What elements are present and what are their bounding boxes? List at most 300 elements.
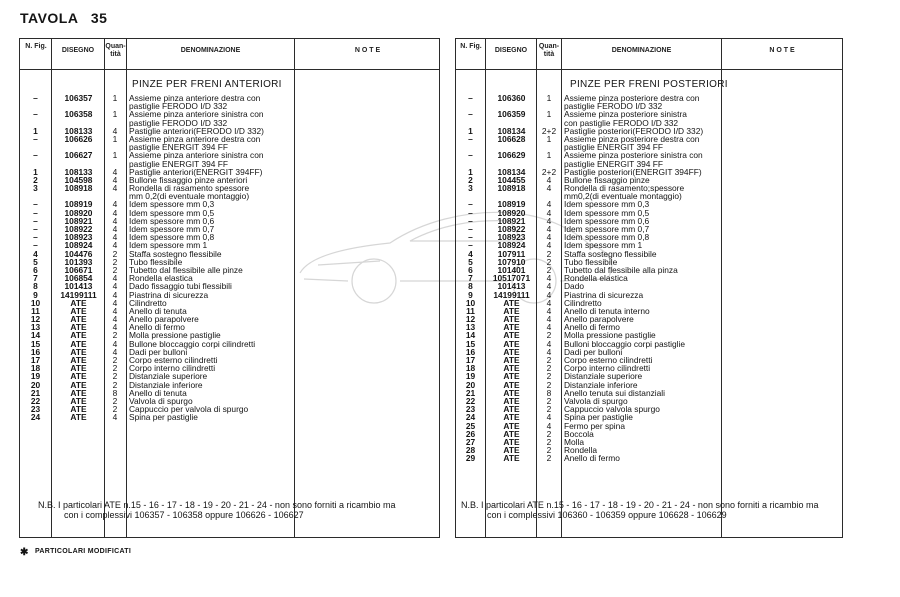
denominazione-cell: Anello di tenuta	[129, 387, 187, 398]
denominazione-cell: Idem spessore mm 0,3	[129, 199, 215, 210]
denominazione-cell: Idem spessore mm 0,6	[564, 215, 650, 226]
denominazione-cell: Tubo flessibile	[129, 256, 183, 267]
denominazione-cell: Idem spessore mm 0,8	[564, 232, 650, 243]
disegno-cell: ATE	[503, 436, 520, 447]
disegno-cell: ATE	[503, 297, 520, 308]
fig-cell: 18	[465, 363, 476, 374]
denominazione-cell: Cappuccio per valvola di spurgo	[129, 404, 249, 415]
denominazione-cell: mm 0,2(di eventuale montaggio)	[129, 191, 250, 202]
quantity-cell: 4	[112, 305, 118, 316]
disegno-cell: 14199111	[493, 289, 530, 300]
quantity-cell: 4	[112, 273, 118, 284]
disegno-cell: ATE	[70, 297, 87, 308]
parts-row	[20, 151, 439, 159]
header-denominazione: DENOMINAZIONE	[611, 47, 672, 54]
disegno-cell: ATE	[503, 428, 520, 439]
fig-cell: 9	[468, 289, 473, 300]
quantity-cell: 4	[112, 199, 118, 210]
fig-cell: 14	[30, 330, 41, 341]
denominazione-cell: Rondella elastica	[129, 273, 193, 284]
disegno-cell: 106626	[64, 133, 93, 144]
disegno-cell: 106628	[497, 133, 526, 144]
quantity-cell: 2	[112, 248, 118, 259]
footnote	[20, 547, 131, 558]
denominazione-cell: Distanziale superiore	[129, 371, 208, 382]
quantity-cell: 2	[546, 330, 552, 341]
quantity-cell: 4	[546, 314, 552, 325]
asterisk-icon: ✱	[20, 547, 29, 558]
denominazione-cell: Idem spessore mm 0,6	[129, 215, 215, 226]
disegno-cell: 108134	[497, 166, 526, 177]
fig-cell: 20	[465, 379, 476, 390]
disegno-cell: 108922	[497, 224, 526, 234]
header-divider	[20, 69, 439, 70]
denominazione-cell: Dadi per bulloni	[129, 346, 188, 357]
denominazione-cell: Molla pressione pastiglie	[564, 330, 656, 341]
fig-cell: –	[468, 133, 473, 144]
disegno-cell: 108133	[64, 125, 93, 136]
disegno-cell: ATE	[70, 379, 87, 390]
fig-cell: 24	[465, 412, 476, 423]
section-title-rear: PINZE PER FRENI POSTERIORI	[570, 79, 728, 90]
denominazione-cell: Molla pressione pastiglie	[129, 330, 221, 341]
disegno-cell: 108133	[64, 166, 93, 177]
quantity-cell: 4	[546, 322, 552, 333]
quantity-cell: 4	[112, 166, 118, 177]
quantity-cell: 2	[112, 371, 118, 382]
denominazione-cell: Idem spessore mm 0,3	[564, 199, 650, 210]
denominazione-cell: Rondella elastica	[564, 273, 628, 284]
fig-cell: –	[33, 150, 38, 161]
disegno-cell: ATE	[503, 314, 520, 325]
disegno-cell: ATE	[70, 412, 87, 423]
fig-cell: 19	[30, 371, 41, 382]
denominazione-cell: Staffa sostegno flessibile	[129, 248, 222, 259]
quantity-cell: 4	[112, 281, 118, 292]
quantity-cell: 4	[112, 207, 118, 218]
denominazione-cell: Distanziale inferiore	[129, 379, 203, 390]
disegno-cell: 14199111	[60, 289, 97, 300]
disegno-cell: 10517071	[492, 273, 531, 284]
fig-cell: –	[468, 150, 473, 161]
disegno-cell: ATE	[70, 395, 87, 406]
denominazione-cell: pastiglie ENERGIT 394 FF	[564, 142, 663, 153]
fig-cell: –	[33, 207, 38, 218]
fig-cell: 21	[465, 387, 476, 398]
denominazione-cell: Cilindretto	[129, 297, 167, 308]
fig-cell: –	[33, 240, 38, 251]
disegno-cell: ATE	[70, 305, 87, 316]
denominazione-cell: Tubo flessibile	[564, 256, 618, 267]
quantity-cell: 2+2	[541, 166, 557, 177]
quantity-cell: 2	[546, 248, 552, 259]
disegno-cell: 108921	[497, 215, 526, 226]
disegno-cell: 108134	[497, 125, 526, 136]
header-disegno: DISEGNO	[61, 47, 95, 54]
denominazione-cell: Valvola di spurgo	[129, 395, 193, 406]
header-denominazione: DENOMINAZIONE	[180, 47, 241, 54]
denominazione-cell: Bulloni bloccaggio corpi pastiglie	[564, 338, 686, 349]
disegno-cell: ATE	[70, 330, 87, 341]
parts-list-front	[20, 94, 439, 422]
denominazione-cell: Assieme pinza posteriore destra con	[564, 133, 700, 144]
header-quantita: Quan- tità	[538, 43, 560, 58]
denominazione-cell: Idem spessore mm 1	[564, 240, 643, 251]
disegno-cell: 108919	[64, 199, 93, 210]
disegno-cell: ATE	[503, 305, 520, 316]
quantity-cell: 4	[546, 183, 552, 194]
fig-cell: 9	[33, 289, 38, 300]
nb-note-line: con i complessivi 106360 - 106359 oppure 106628 - 106629	[487, 509, 727, 520]
disegno-cell: 108924	[64, 240, 93, 251]
fig-cell: –	[468, 93, 473, 103]
fig-cell: 20	[30, 379, 41, 390]
denominazione-cell: Anello tenuta sui distanziali	[564, 387, 666, 398]
quantity-cell: 1	[546, 109, 552, 120]
quantity-cell: 4	[546, 199, 552, 210]
disegno-cell: ATE	[70, 355, 87, 365]
quantity-cell: 4	[112, 297, 118, 308]
fig-cell: 17	[30, 355, 41, 365]
denominazione-cell: con pastiglie FERODO I/D 332	[564, 117, 679, 128]
parts-row	[20, 94, 439, 102]
denominazione-cell: Assieme pinza posteriore destra con	[564, 93, 700, 103]
quantity-cell: 2	[112, 264, 118, 275]
quantity-cell: 4	[546, 240, 552, 251]
quantity-cell: 4	[546, 289, 552, 300]
denominazione-cell: Anello parapolvere	[129, 314, 199, 325]
quantity-cell: 4	[546, 174, 552, 185]
quantity-cell: 2	[112, 256, 118, 267]
fig-cell: 28	[465, 445, 476, 456]
disegno-cell: ATE	[70, 346, 87, 357]
quantity-cell: 1	[112, 93, 118, 103]
denominazione-cell: Pastiglie anteriori(ENERGIT 394FF)	[129, 166, 263, 177]
disegno-cell: 108918	[497, 183, 526, 194]
denominazione-cell: Piastrina di sicurezza	[564, 289, 644, 300]
disegno-cell: ATE	[503, 338, 520, 349]
nb-note-rear	[461, 501, 819, 520]
parts-row	[20, 413, 439, 421]
fig-cell: 5	[33, 256, 38, 267]
quantity-cell: 4	[546, 224, 552, 234]
title-number: 35	[90, 10, 108, 26]
denominazione-cell: Idem spessore mm 0,5	[129, 207, 215, 218]
denominazione-cell: Rondella di rasamento spessore	[129, 183, 250, 194]
denominazione-cell: Distanziale inferiore	[564, 379, 638, 390]
quantity-cell: 2	[112, 363, 118, 374]
denominazione-cell: Tubetto dal flessibile alle pinze	[129, 264, 243, 275]
quantity-cell: 4	[112, 240, 118, 251]
denominazione-cell: Spina per pastiglie	[129, 412, 198, 423]
quantity-cell: 1	[546, 93, 552, 103]
denominazione-cell: Spina per pastiglie	[564, 412, 633, 423]
quantity-cell: 2	[112, 379, 118, 390]
fig-cell: 1	[33, 125, 38, 136]
denominazione-cell: Pastiglie anteriori(FERODO I/D 332)	[129, 125, 264, 136]
title-word: TAVOLA	[20, 10, 79, 26]
quantity-cell: 4	[546, 297, 552, 308]
quantity-cell: 4	[112, 346, 118, 357]
denominazione-cell: pastiglie ENERGIT 394 FF	[564, 158, 663, 169]
denominazione-cell: Idem spessore mm 0,7	[129, 224, 215, 234]
quantity-cell: 4	[546, 346, 552, 357]
left-parts-panel	[19, 38, 440, 538]
fig-cell: 8	[33, 281, 38, 292]
quantity-cell: 4	[112, 224, 118, 234]
header-quantita: Quan- tità	[105, 43, 126, 58]
quantity-cell: 2	[546, 453, 552, 464]
disegno-cell: 108919	[497, 199, 526, 210]
fig-cell: 11	[31, 305, 40, 316]
parts-row	[456, 454, 842, 462]
denominazione-cell: Tubetto dal flessibile alla pinza	[564, 264, 678, 275]
fig-cell: 12	[465, 314, 476, 325]
disegno-cell: 106358	[64, 109, 93, 120]
fig-cell: 3	[33, 183, 38, 194]
header-note: N O T E	[354, 47, 381, 54]
disegno-cell: 101401	[497, 264, 526, 275]
disegno-cell: 107911	[497, 248, 526, 259]
quantity-cell: 4	[112, 289, 118, 300]
denominazione-cell: Pastiglie posteriori(ENERGIT 394FF)	[564, 166, 702, 177]
fig-cell: 13	[30, 322, 41, 333]
fig-cell: 17	[465, 355, 476, 365]
fig-cell: 6	[468, 264, 473, 275]
denominazione-cell: Distanziale superiore	[564, 371, 643, 382]
parts-row	[20, 135, 439, 143]
fig-cell: –	[33, 215, 38, 226]
disegno-cell: 104476	[64, 248, 93, 259]
disegno-cell: 108923	[64, 232, 93, 243]
denominazione-cell: Assieme pinza anteriore sinistra con	[129, 109, 264, 120]
header-divider	[456, 69, 842, 70]
fig-cell: –	[468, 224, 473, 234]
denominazione-cell: pastiglie FERODO I/D 332	[129, 117, 228, 128]
quantity-cell: 2	[546, 428, 552, 439]
fig-cell: 24	[30, 412, 41, 423]
disegno-cell: 106357	[64, 93, 93, 103]
fig-cell: 27	[465, 436, 476, 447]
disegno-cell: 106359	[497, 109, 526, 120]
denominazione-cell: Idem spessore mm 0,5	[564, 207, 650, 218]
fig-cell: 3	[468, 183, 473, 194]
fig-cell: 2	[33, 174, 38, 185]
denominazione-cell: mm0,2(di eventuale montaggio)	[564, 191, 682, 202]
disegno-cell: 106854	[64, 273, 93, 284]
denominazione-cell: Bullone fissaggio pinze	[564, 174, 650, 185]
fig-cell: 8	[468, 281, 473, 292]
fig-cell: 16	[30, 346, 41, 357]
denominazione-cell: Anello di fermo	[564, 322, 620, 333]
quantity-cell: 2	[546, 445, 552, 456]
denominazione-cell: Bullone bloccaggio corpi cilindretti	[129, 338, 256, 349]
disegno-cell: ATE	[503, 395, 520, 406]
disegno-cell: 108922	[64, 224, 93, 234]
disegno-cell: 108921	[64, 215, 93, 226]
quantity-cell: 4	[112, 174, 118, 185]
quantity-cell: 4	[546, 232, 552, 243]
fig-cell: 1	[468, 166, 473, 177]
denominazione-cell: Idem spessore mm 1	[129, 240, 208, 251]
nb-note-line: N.B. I particolari ATE n.15 - 16 - 17 - 18 - 19 - 20 - 21 - 24 - non sono forniti a ricambio ma	[38, 500, 396, 510]
disegno-cell: ATE	[503, 453, 520, 464]
disegno-cell: ATE	[503, 404, 520, 415]
fig-cell: –	[33, 93, 38, 103]
header-fig: N. Fig.	[460, 43, 482, 50]
disegno-cell: ATE	[503, 387, 520, 398]
denominazione-cell: Dado fissaggio tubi flessibili	[129, 281, 232, 292]
quantity-cell: 2	[546, 404, 552, 415]
fig-cell: 1	[468, 125, 473, 136]
disegno-cell: 104455	[497, 174, 526, 185]
denominazione-cell: Anello di fermo	[129, 322, 185, 333]
fig-cell: 11	[466, 305, 475, 316]
fig-cell: 4	[33, 248, 38, 259]
disegno-cell: ATE	[503, 420, 520, 431]
disegno-cell: 108920	[497, 207, 526, 218]
disegno-cell: 101393	[64, 256, 93, 267]
quantity-cell: 1	[546, 150, 552, 161]
denominazione-cell: Molla	[564, 436, 585, 447]
disegno-cell: 108924	[497, 240, 526, 251]
fig-cell: 12	[30, 314, 41, 325]
fig-cell: –	[468, 109, 473, 120]
denominazione-cell: Anello di tenuta interno	[564, 305, 650, 316]
denominazione-cell: Corpo esterno cilindretti	[564, 355, 653, 365]
quantity-cell: 4	[112, 322, 118, 333]
fig-cell: 7	[468, 273, 473, 284]
disegno-cell: ATE	[503, 445, 520, 456]
quantity-cell: 4	[112, 215, 118, 226]
quantity-cell: 2	[546, 355, 552, 365]
denominazione-cell: Cappuccio valvola spurgo	[564, 404, 660, 415]
denominazione-cell: Assieme pinza anteriore sinistra con	[129, 150, 264, 161]
footnote-text: PARTICOLARI MODIFICATI	[34, 548, 132, 555]
denominazione-cell: Assieme pinza anteriore destra con	[129, 133, 261, 144]
denominazione-cell: Boccola	[564, 428, 594, 439]
quantity-cell: 4	[546, 273, 552, 284]
denominazione-cell: pastiglie ENERGIT 394 FF	[129, 142, 228, 153]
denominazione-cell: Anello parapolvere	[564, 314, 634, 325]
fig-cell: 1	[33, 166, 38, 177]
fig-cell: –	[33, 232, 38, 243]
disegno-cell: 101413	[64, 281, 93, 292]
disegno-cell: ATE	[70, 363, 87, 374]
disegno-cell: 108923	[497, 232, 526, 243]
quantity-cell: 2	[112, 330, 118, 341]
quantity-cell: 4	[112, 232, 118, 243]
fig-cell: 4	[468, 248, 473, 259]
fig-cell: 19	[465, 371, 476, 382]
quantity-cell: 4	[546, 305, 552, 316]
parts-list-rear	[456, 94, 842, 462]
disegno-cell: 101413	[497, 281, 526, 292]
nb-note-line: N.B. I particolari ATE n.15 - 16 - 17 - 18 - 19 - 20 - 21 - 24 - non sono forniti a ricambio ma	[461, 500, 819, 510]
fig-cell: 15	[465, 338, 476, 349]
nb-note-line: con i complessivi 106357 - 106358 oppure 106626 - 106627	[64, 509, 304, 520]
quantity-cell: 4	[112, 412, 118, 423]
header-fig: N. Fig.	[25, 43, 47, 50]
fig-cell: 15	[30, 338, 41, 349]
denominazione-cell: Dado	[564, 281, 585, 292]
fig-cell: 22	[465, 395, 476, 406]
disegno-cell: ATE	[503, 355, 520, 365]
fig-cell: 25	[465, 420, 476, 431]
denominazione-cell: Fermo per spina	[564, 420, 625, 431]
fig-cell: –	[33, 109, 38, 120]
denominazione-cell: Assieme pinza posteriore sinistra	[564, 109, 687, 120]
fig-cell: 5	[468, 256, 473, 267]
denominazione-cell: Corpo interno cilindretti	[564, 363, 651, 374]
fig-cell: 23	[30, 404, 41, 415]
fig-cell: –	[468, 207, 473, 218]
quantity-cell: 4	[112, 338, 118, 349]
quantity-cell: 1	[112, 133, 118, 144]
fig-cell: –	[468, 240, 473, 251]
fig-cell: 14	[465, 330, 476, 341]
disegno-cell: 106360	[497, 93, 526, 103]
denominazione-cell: Assieme pinza posteriore sinistra con	[564, 150, 703, 161]
quantity-cell: 4	[546, 281, 552, 292]
denominazione-cell: Dadi per bulloni	[564, 346, 623, 357]
denominazione-cell: Piastrina di sicurezza	[129, 289, 209, 300]
quantity-cell: 4	[546, 412, 552, 423]
denominazione-cell: Rondella	[564, 445, 598, 456]
quantity-cell: 2+2	[541, 125, 557, 136]
disegno-cell: ATE	[70, 387, 87, 398]
fig-cell: –	[33, 224, 38, 234]
fig-cell: 16	[465, 346, 476, 357]
denominazione-cell: Valvola di spurgo	[564, 395, 628, 406]
quantity-cell: 4	[112, 314, 118, 325]
quantity-cell: 4	[546, 215, 552, 226]
quantity-cell: 4	[112, 125, 118, 136]
quantity-cell: 2	[546, 363, 552, 374]
quantity-cell: 4	[546, 207, 552, 218]
denominazione-cell: Anello di fermo	[564, 453, 620, 464]
quantity-cell: 4	[546, 338, 552, 349]
fig-cell: 26	[465, 428, 476, 439]
disegno-cell: ATE	[503, 346, 520, 357]
disegno-cell: 106671	[64, 264, 93, 275]
disegno-cell: ATE	[503, 363, 520, 374]
fig-cell: –	[468, 199, 473, 210]
header-note: N O T E	[769, 47, 795, 54]
fig-cell: 23	[465, 404, 476, 415]
disegno-cell: ATE	[503, 412, 520, 423]
denominazione-cell: Idem spessore mm 0,7	[564, 224, 650, 234]
disegno-cell: 106629	[497, 150, 526, 161]
fig-cell: –	[33, 199, 38, 210]
quantity-cell: 2	[112, 355, 118, 365]
nb-note-front	[38, 501, 396, 520]
header-disegno: DISEGNO	[494, 47, 528, 54]
disegno-cell: ATE	[503, 330, 520, 341]
denominazione-cell: pastiglie FERODO I/D 332	[564, 101, 663, 112]
disegno-cell: ATE	[70, 322, 87, 333]
disegno-cell: ATE	[503, 371, 520, 382]
disegno-cell: 104598	[64, 174, 93, 185]
disegno-cell: ATE	[70, 404, 87, 415]
fig-cell: 22	[30, 395, 41, 406]
quantity-cell: 2	[546, 371, 552, 382]
section-title-front: PINZE PER FRENI ANTERIORI	[132, 79, 282, 90]
quantity-cell: 2	[112, 395, 118, 406]
disegno-cell: ATE	[70, 338, 87, 349]
fig-cell: 10	[465, 297, 476, 308]
disegno-cell: 107910	[497, 256, 526, 267]
